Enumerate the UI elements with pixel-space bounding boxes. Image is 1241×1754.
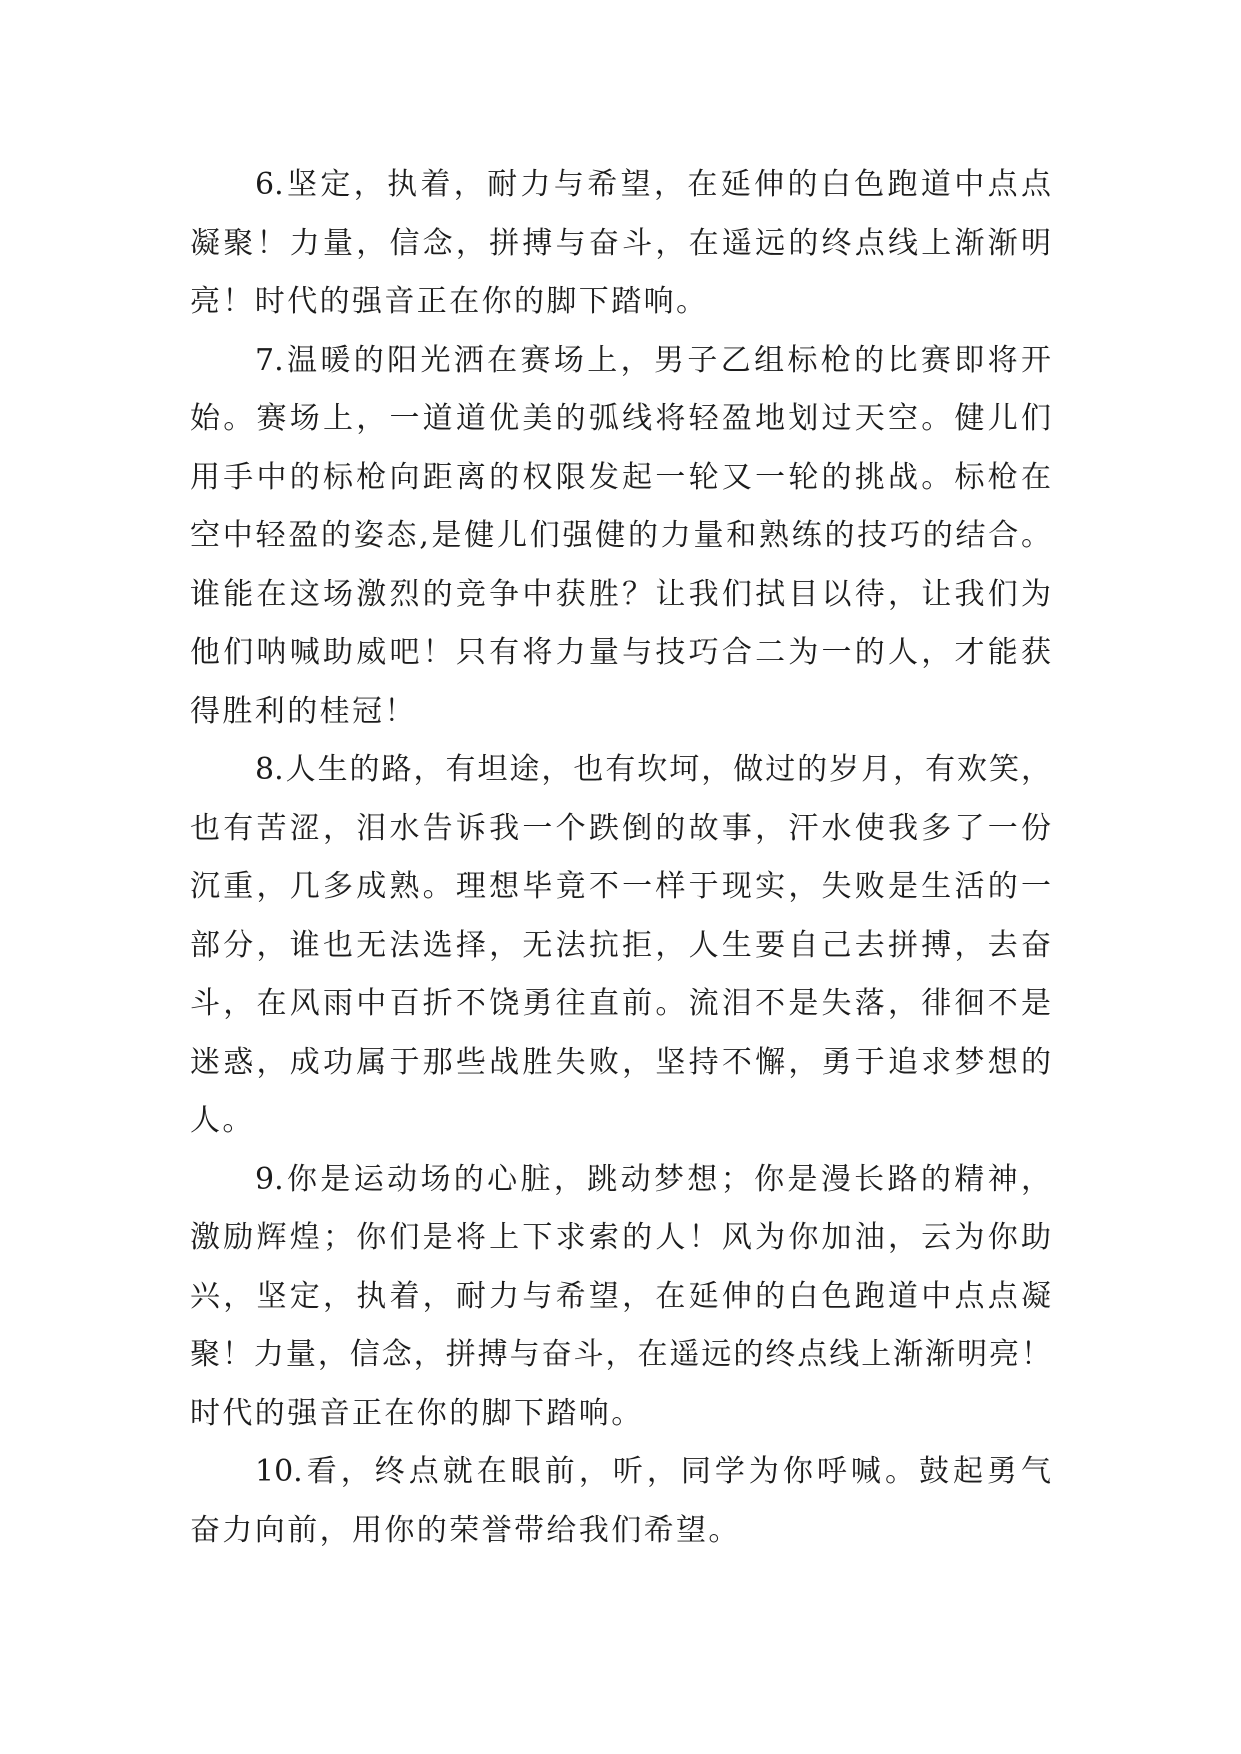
text-line: 迷惑，成功属于那些战胜失败，坚持不懈，勇于追求梦想的	[190, 1044, 1051, 1080]
text-line: 谁能在这场激烈的竞争中获胜？让我们拭目以待，让我们为	[190, 576, 1051, 612]
paragraph-item-7	[190, 332, 1051, 742]
text-line: 得胜利的桂冠！	[190, 693, 417, 729]
text-line: 聚！力量，信念，拼搏与奋斗，在遥远的终点线上渐渐明亮！	[190, 1337, 1051, 1372]
paragraph-item-10	[190, 1443, 1051, 1560]
text-line: 他们呐喊助威吧！只有将力量与技巧合二为一的人，才能获	[190, 635, 1051, 670]
text-line: 时代的强音正在你的脚下踏响。	[190, 1395, 644, 1431]
text-line: 也有苦涩，泪水告诉我一个跌倒的故事，汗水使我多了一份	[190, 810, 1051, 846]
paragraph-item-9	[190, 1151, 1051, 1444]
document-body	[190, 156, 1051, 1560]
text-line: 9.你是运动场的心脏，跳动梦想；你是漫长路的精神，	[255, 1161, 1051, 1197]
text-line: 兴，坚定，执着，耐力与希望，在延伸的白色跑道中点点凝	[190, 1278, 1051, 1314]
text-line: 亮！时代的强音正在你的脚下踏响。	[190, 284, 709, 319]
paragraph-item-6	[190, 156, 1051, 332]
text-line: 始。赛场上，一道道优美的弧线将轻盈地划过天空。健儿们	[190, 401, 1051, 436]
text-line: 10.看，终点就在眼前，听，同学为你呼喊。鼓起勇气	[255, 1454, 1051, 1489]
text-line: 凝聚！力量，信念，拼搏与奋斗，在遥远的终点线上渐渐明	[190, 225, 1051, 261]
text-line: 空中轻盈的姿态,是健儿们强健的力量和熟练的技巧的结合。	[190, 518, 1051, 553]
text-line: 7.温暖的阳光洒在赛场上，男子乙组标枪的比赛即将开	[255, 342, 1051, 378]
text-line: 奋力向前，用你的荣誉带给我们希望。	[190, 1512, 741, 1548]
text-line: 激励辉煌；你们是将上下求索的人！风为你加油，云为你助	[190, 1220, 1051, 1255]
text-line: 沉重，几多成熟。理想毕竟不一样于现实，失败是生活的一	[190, 869, 1051, 904]
text-line: 斗，在风雨中百折不饶勇往直前。流泪不是失落，徘徊不是	[190, 986, 1051, 1021]
text-line: 部分，谁也无法选择，无法抗拒，人生要自己去拼搏，去奋	[190, 927, 1051, 963]
text-line: 人。	[190, 1103, 255, 1138]
paragraph-item-8	[190, 741, 1051, 1151]
text-line: 8.人生的路，有坦途，也有坎坷，做过的岁月，有欢笑，	[255, 752, 1051, 787]
text-line: 6.坚定，执着，耐力与希望，在延伸的白色跑道中点点	[255, 167, 1051, 202]
text-line: 用手中的标枪向距离的权限发起一轮又一轮的挑战。标枪在	[190, 459, 1051, 495]
